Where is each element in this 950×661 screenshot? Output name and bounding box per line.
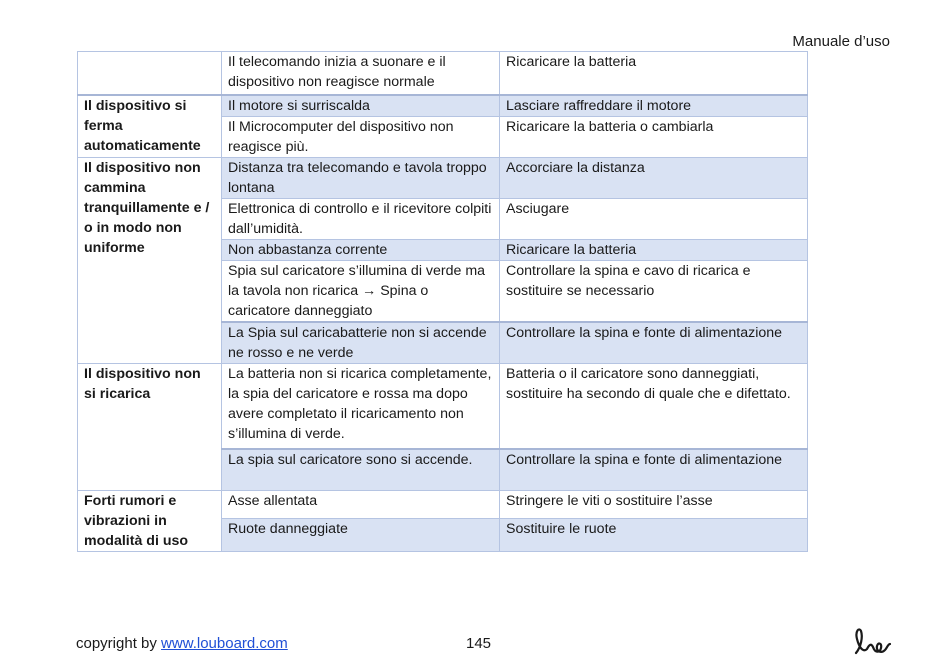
cause-cell: La batteria non si ricarica completamente, la spia del caricatore e rossa ma dopo avere completato il ricaricamento non s’illumina di verde. [222,363,500,449]
solution-cell: Sostituire le ruote [500,518,808,551]
problem-cell: Il dispositivo si ferma automaticamente [78,95,222,158]
solution-cell: Controllare la spina e fonte di alimentazione [500,322,808,364]
cause-cell: La spia sul caricatore sono si accende. [222,449,500,490]
cause-cell: Distanza tra telecomando e tavola troppo lontana [222,157,500,198]
page-number: 145 [466,635,492,652]
cause-cell: Il Microcomputer del dispositivo non reagisce più. [222,116,500,157]
table-row [78,52,808,95]
solution-cell: Stringere le viti o sostituire l’asse [500,490,808,518]
solution-cell: Ricaricare la batteria o cambiarla [500,116,808,157]
cause-cell: Il motore si surriscalda [222,95,500,117]
table-row [78,157,808,198]
solution-cell: Ricaricare la batteria [500,52,808,95]
problem-cell [78,52,222,95]
table-row [78,363,808,449]
louboard-logo-icon [853,627,893,657]
cause-cell: Non abbastanza corrente [222,239,500,260]
solution-cell: Controllare la spina e cavo di ricarica e sostituire se necessario [500,260,808,322]
solution-cell: Controllare la spina e fonte di alimentazione [500,449,808,490]
problem-cell: Forti rumori e vibrazioni in modalità di uso [78,490,222,551]
solution-cell: Asciugare [500,198,808,239]
cause-cell: Spia sul caricatore s’illumina di verde ma la tavola non ricarica → Spina o caricatore danneggiato [222,260,500,322]
solution-cell: Lasciare raffreddare il motore [500,95,808,117]
copyright-text: copyright by [76,635,162,652]
problem-cell: Il dispositivo non si ricarica [78,363,222,490]
cause-cell: Ruote danneggiate [222,518,500,551]
solution-cell: Batteria o il caricatore sono danneggiati, sostituire ha secondo di quale che e difettato. [500,363,808,449]
cause-cell: Il telecomando inizia a suonare e il dispositivo non reagisce normale [222,52,500,95]
problem-cell: Il dispositivo non cammina tranquillamente e / o in modo non uniforme [78,157,222,363]
website-link[interactable]: www.louboard.com [161,635,288,652]
cause-cell: Elettronica di controllo e il ricevitore colpiti dall’umidità. [222,198,500,239]
solution-cell: Accorciare la distanza [500,157,808,198]
solution-cell: Ricaricare la batteria [500,239,808,260]
cause-cell: Asse allentata [222,490,500,518]
cause-cell: La Spia sul caricabatterie non si accende ne rosso e ne verde [222,322,500,364]
table-row [78,490,808,518]
footer-copyright [76,635,288,652]
troubleshooting-table [77,51,808,552]
table-row [78,95,808,117]
page-header-title: Manuale d’uso [792,33,890,50]
